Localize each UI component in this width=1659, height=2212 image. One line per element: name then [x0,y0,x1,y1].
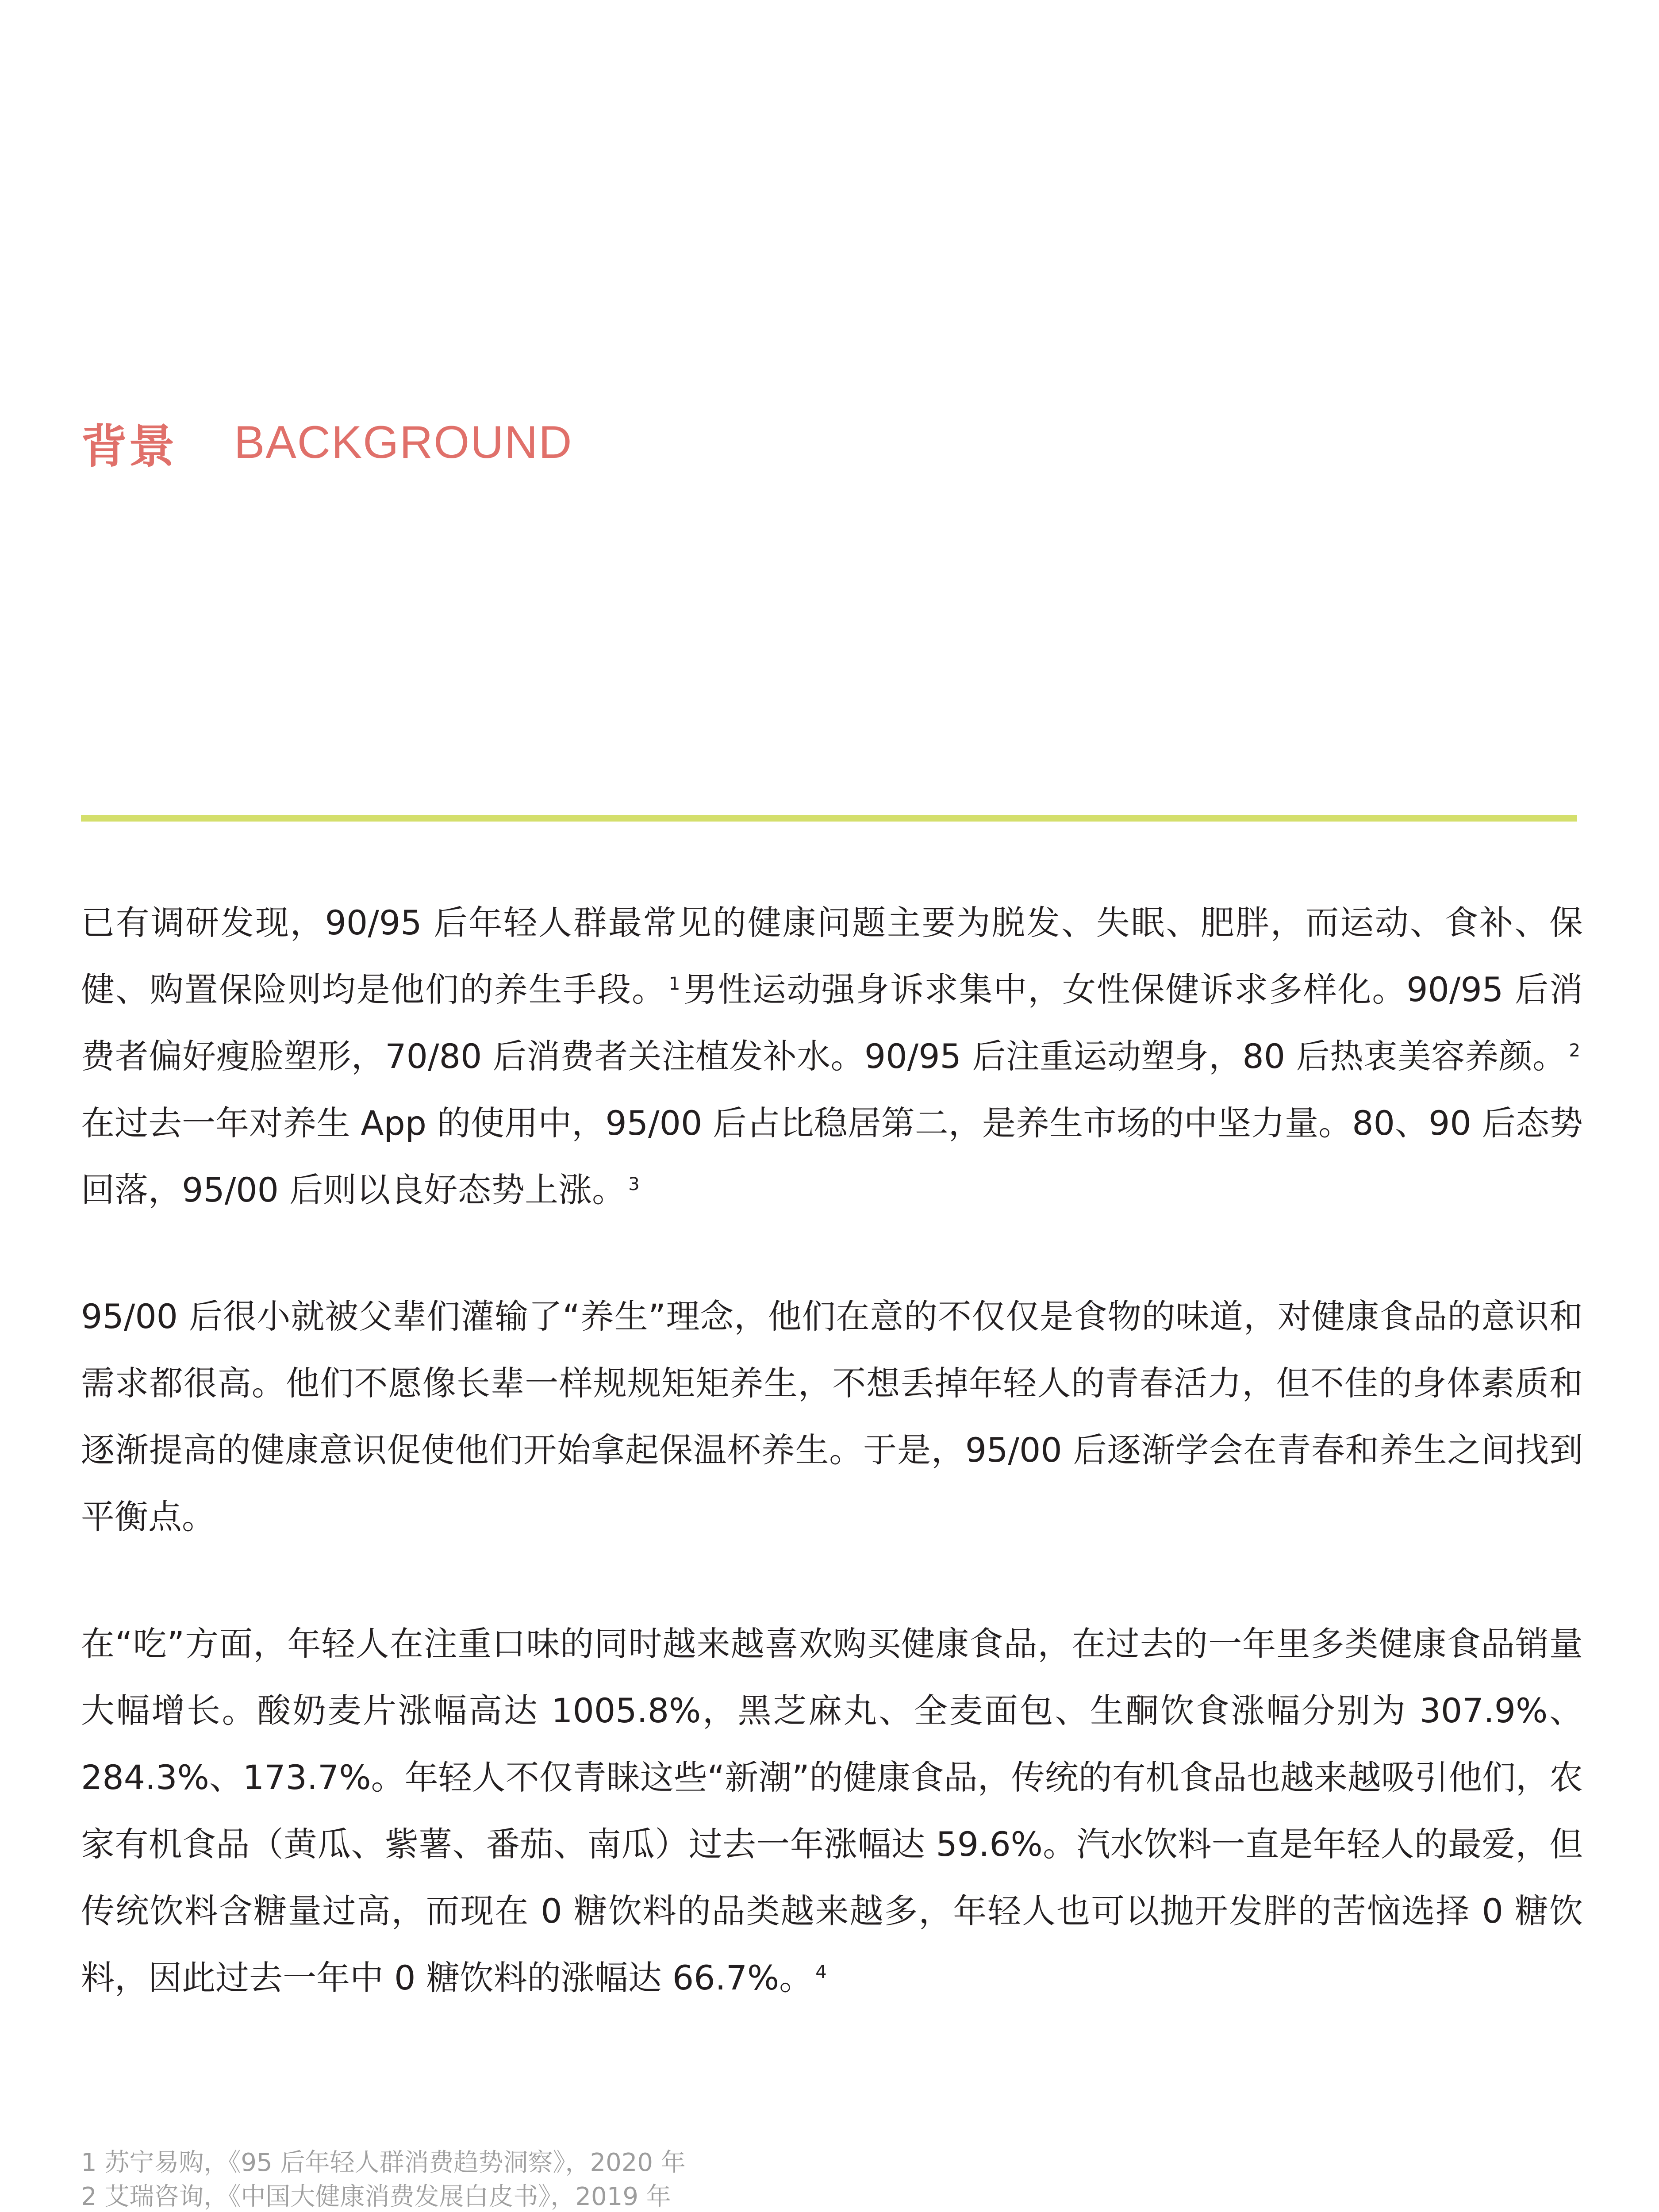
paragraph-3 [81,1610,1583,2011]
footnote-ref-3: 3 [628,1174,640,1194]
footnote-ref-1: 1 [668,973,680,994]
footnote-1: 1 苏宁易购，《95 后年轻人群消费趋势洞察》，2020 年 [81,2148,686,2177]
paragraph-1-text-c: 在过去一年对养生 App 的使用中，95/00 后占比稳居第二，是养生市场的中坚力量。80、90 后态势回落，95/00 后则以良好态势上涨。 [81,1103,1583,1210]
footnotes [81,2146,1541,2212]
paragraph-1-text-b: 男性运动强身诉求集中，女性保健诉求多样化。90/95 后消费者偏好瘦脸塑形，70/80 后消费者关注植发补水。90/95 后注重运动塑身，80 后热衷美容养颜。 [81,970,1583,1076]
heading-title-english: BACKGROUND [234,416,573,468]
footnote-ref-4: 4 [815,1962,827,1982]
section-divider [81,815,1577,822]
footnote-ref-2: 2 [1569,1040,1580,1061]
paragraph-3-text: 在“吃”方面，年轻人在注重口味的同时越来越喜欢购买健康食品，在过去的一年里多类健康食品销量大幅增长。酸奶麦片涨幅高达 1005.8%，黑芝麻丸、全麦面包、生酮饮食涨幅分别为 307.9%、284.3%、173.7%。年轻人不仅青睐这些“新潮”的健康食品，传统的有机食品也越来越吸引他们，农家有机食品（黄瓜、紫薯、番茄、南瓜）过去一年涨幅达 59.6%。汽水饮料一直是年轻人的最爱，但传统饮料含糖量过高，而现在 0 糖饮料的品类越来越多，年轻人也可以抛开发胖的苦恼选择 0 糖饮料，因此过去一年中 0 糖饮料的涨幅达 66.7%。 [81,1624,1583,1997]
heading-title-chinese: 背景 [81,419,177,473]
paragraph-2-text: 95/00 后很小就被父辈们灌输了“养生”理念，他们在意的不仅仅是食物的味道，对健康食品的意识和需求都很高。他们不愿像长辈一样规规矩矩养生，不想丢掉年轻人的青春活力，但不佳的身体素质和逐渐提高的健康意识促使他们开始拿起保温杯养生。于是，95/00 后逐渐学会在青春和养生之间找到平衡点。 [81,1297,1583,1536]
footnote-2: 2 艾瑞咨询，《中国大健康消费发展白皮书》，2019 年 [81,2182,671,2211]
section-heading [81,411,572,473]
paragraph-1 [81,889,1583,1223]
paragraph-2 [81,1283,1583,1550]
paragraph-1-text-a: 已有调研发现，90/95 后年轻人群最常见的健康问题主要为脱发、失眠、肥胖，而运动、食补、保健、购置保险则均是他们的养生手段。 [81,903,1583,1009]
